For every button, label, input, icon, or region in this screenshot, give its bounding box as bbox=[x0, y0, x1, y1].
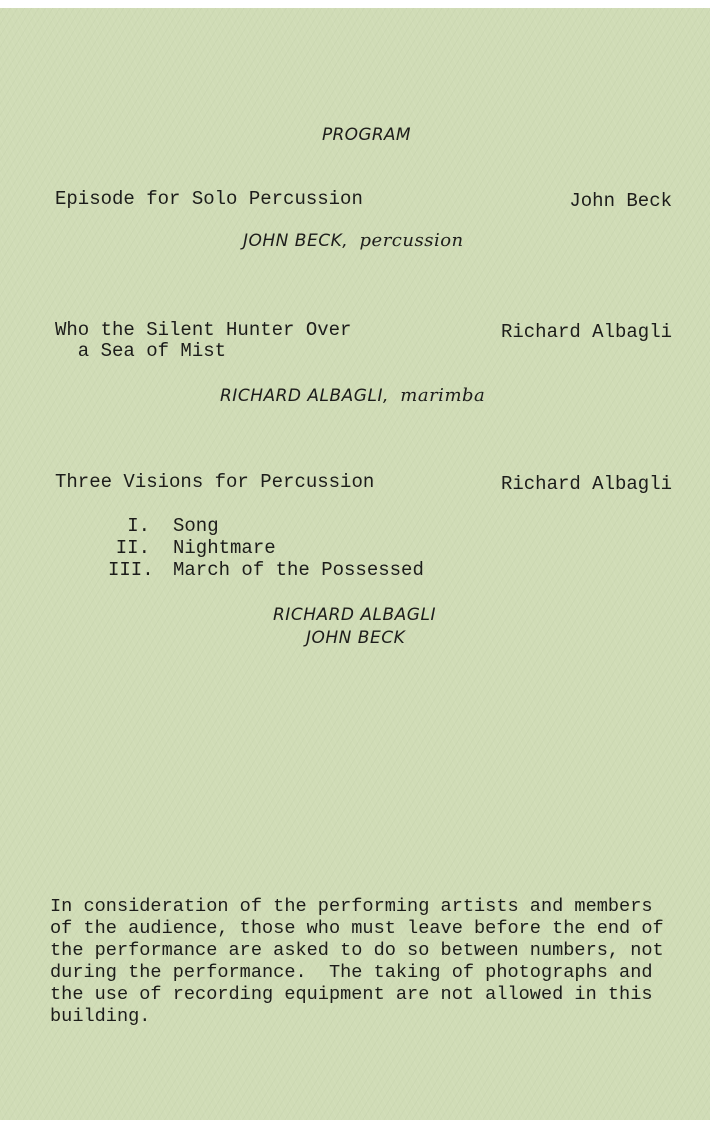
piece-title: Episode for Solo Percussion bbox=[55, 188, 363, 210]
performer-credit bbox=[243, 230, 464, 252]
piece-composer: Richard Albagli bbox=[500, 473, 672, 495]
notice-line: during the performance. The taking of photographs and bbox=[50, 962, 653, 983]
performer-name: JOHN BECK, bbox=[243, 231, 349, 251]
piece-title: Three Visions for Percussion bbox=[55, 471, 375, 493]
movement-name: Song bbox=[173, 515, 219, 537]
program-page bbox=[0, 8, 710, 1120]
movement-numeral: III. bbox=[108, 559, 154, 581]
audience-notice bbox=[50, 896, 670, 1028]
movement-numeral: I. bbox=[127, 515, 150, 537]
performer-name: RICHARD ALBAGLI bbox=[273, 605, 436, 625]
notice-line: of the audience, those who must leave before the end of bbox=[50, 918, 664, 939]
performer-instrument: percussion bbox=[359, 230, 464, 251]
piece-composer: John Beck bbox=[569, 190, 672, 212]
movement-name: Nightmare bbox=[173, 537, 276, 559]
movement-name: March of the Possessed bbox=[173, 559, 424, 581]
notice-line: building. bbox=[50, 1006, 151, 1027]
piece-composer: Richard Albagli bbox=[500, 321, 672, 343]
piece-title-continued: a Sea of Mist bbox=[55, 340, 227, 362]
movement-numeral: II. bbox=[115, 537, 150, 559]
piece-title: Who the Silent Hunter Over bbox=[55, 319, 352, 341]
notice-line: the use of recording equipment are not allowed in this bbox=[50, 984, 653, 1005]
notice-line: the performance are asked to do so between numbers, not bbox=[50, 940, 664, 961]
performer-name: JOHN BECK bbox=[306, 628, 406, 648]
performer-instrument: marimba bbox=[400, 385, 486, 406]
performer-credit bbox=[220, 385, 485, 407]
program-heading: PROGRAM bbox=[322, 125, 411, 145]
performer-name: RICHARD ALBAGLI, bbox=[220, 386, 389, 406]
notice-line: In consideration of the performing artists and members bbox=[50, 896, 653, 917]
